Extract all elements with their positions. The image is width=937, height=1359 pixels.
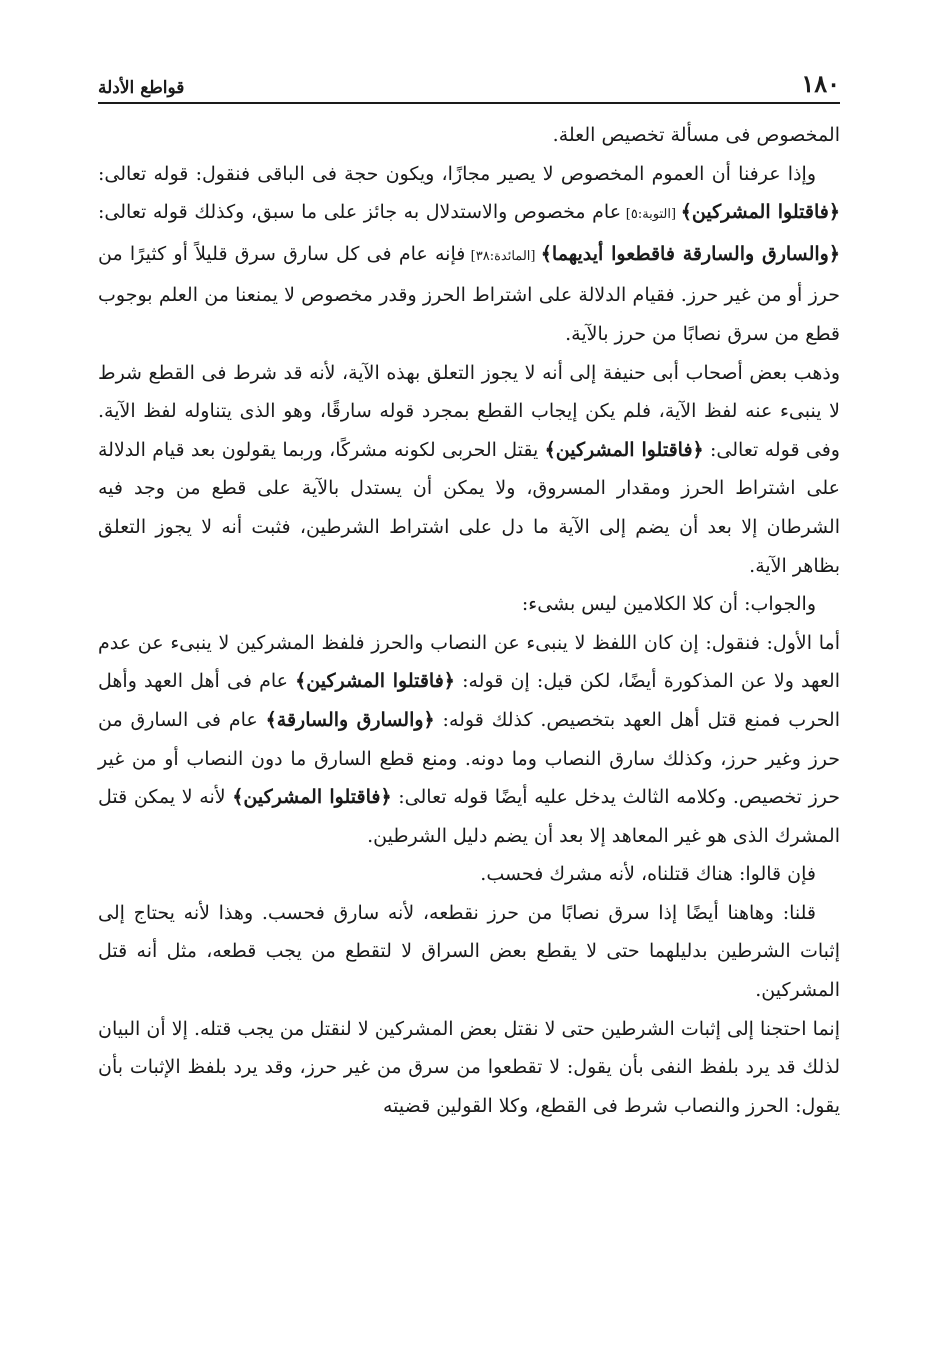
quran-verse: ﴿فاقتلوا المشركين﴾ (544, 438, 704, 461)
paragraph (98, 894, 840, 1010)
paragraph (98, 624, 840, 856)
text-run: عام فى السارق من حرز وغير حرز، وكذلك سارق النصاب وما دونه. ومنع قطع السارق ما دون النصاب أو من غير حرز تخصيص. وكلامه الثالث يدخل عليه أيضًا قوله تعالى: (98, 708, 840, 809)
text-run: وذهب بعض أصحاب أبى حنيفة إلى أنه لا يجوز التعلق بهذه الآية، لأنه قد شرط فى القطع شرط لا ينبىء عنه لفظ الآية، فلم يكن إيجاب القطع بمجرد قوله سارقًا، وهو الذى يتناوله لفظ الآية. وفى قوله تعالى: (98, 361, 840, 461)
verse-reference: [المائدة:٣٨] (465, 248, 541, 264)
quran-verse: ﴿والسارق والسارقة﴾ (265, 708, 435, 731)
text-run: عام مخصوص والاستدلال به جائز على ما سبق، وكذلك قوله تعالى: (98, 201, 622, 224)
paragraph (98, 116, 840, 155)
paragraph (98, 354, 840, 586)
paragraph (98, 155, 840, 354)
paragraph (98, 1010, 840, 1126)
quran-verse: ﴿فاقتلوا المشركين﴾ (232, 786, 392, 809)
text-run: إنما احتجنا إلى إثبات الشرطين حتى لا نقتل بعض المشركين لا لنقتل من يجب قتله. إلا أن البيان لذلك قد يرد بلفظ النفى بأن يقول: لا تقطعوا من سرق من غير حرز، وقد يرد بلفظ الإثبات بأن يقول: الحرز والنصاب شرط فى القطع، وكلا القولين قضيته (98, 1017, 840, 1117)
quran-verse: ﴿والسارق والسارقة فاقطعوا أيديهما﴾ (540, 242, 840, 265)
text-run: يقتل الحربى لكونه مشركًا، وربما يقولون بعد قيام الدلالة على اشتراط الحرز ومقدار المسروق، ولا يمكن أن يستدل بالآية على قطع من وجد فيه الشرطان إلا بعد أن يضم إلى الآية ما دل على اشتراط الشرطين، فثبت أنه لا يجوز التعلق بظاهر الآية. (98, 438, 840, 577)
paragraph (98, 855, 840, 894)
text-run: فإن قالوا: هناك قتلناه، لأنه مشرك فحسب. (480, 863, 816, 886)
verse-reference: [التوبة:٥] (621, 207, 681, 223)
text-run: أما الأول: فنقول: إن كان اللفظ لا ينبىء عن النصاب والحرز فلفظ المشركين لا ينبىء عن عدم العهد ولا عن المذكورة أيضًا، لكن قيل: إن قوله: (98, 631, 840, 693)
paragraph (98, 585, 840, 624)
text-run: والجواب: أن كلا الكلامين ليس بشىء: (521, 593, 816, 616)
page-number: ١٨٠ (801, 69, 840, 98)
text-run: فإنه عام فى كل سارق سرق قليلاً أو كثيرًا من حرز أو من غير حرز. فقيام الدلالة على اشتراط الحرز وقدر مخصوص لا يمنعنا من العلم بوجوب قطع من سرق نصابًا من حرز بالآية. (98, 242, 840, 345)
text-run: قلنا: وهاهنا أيضًا إذا سرق نصابًا من حرز نقطعه، لأنه سارق فحسب. وهذا لأنه يحتاج إلى إثبات الشرطين بدليلهما حتى لا يقطع بعض السراق لا لتقطع من يجب قطعه، مثل أنه قتل المشركين. (98, 901, 840, 1002)
text-run: المخصوص فى مسألة تخصيص العلة. (552, 124, 840, 146)
quran-verse: ﴿فاقتلوا المشركين﴾ (680, 201, 840, 224)
page-header (98, 58, 840, 104)
text-run: لأنه لا يمكن قتل المشرك الذى هو غير المعاهد إلا بعد أن يضم دليل الشرطين. (98, 786, 840, 847)
quran-verse: ﴿فاقتلوا المشركين﴾ (295, 670, 455, 693)
page-body (98, 116, 840, 1125)
book-page (98, 58, 840, 1125)
text-run: عام فى أهل العهد وأهل الحرب فمنع قتل أهل العهد بتخصيص. كذلك قوله: (98, 670, 840, 731)
running-title: قواطع الأدلة (98, 78, 185, 98)
text-run: وإذا عرفنا أن العموم المخصوص لا يصير مجازًا، ويكون حجة فى الباقى فنقول: قوله تعالى: (98, 162, 816, 185)
